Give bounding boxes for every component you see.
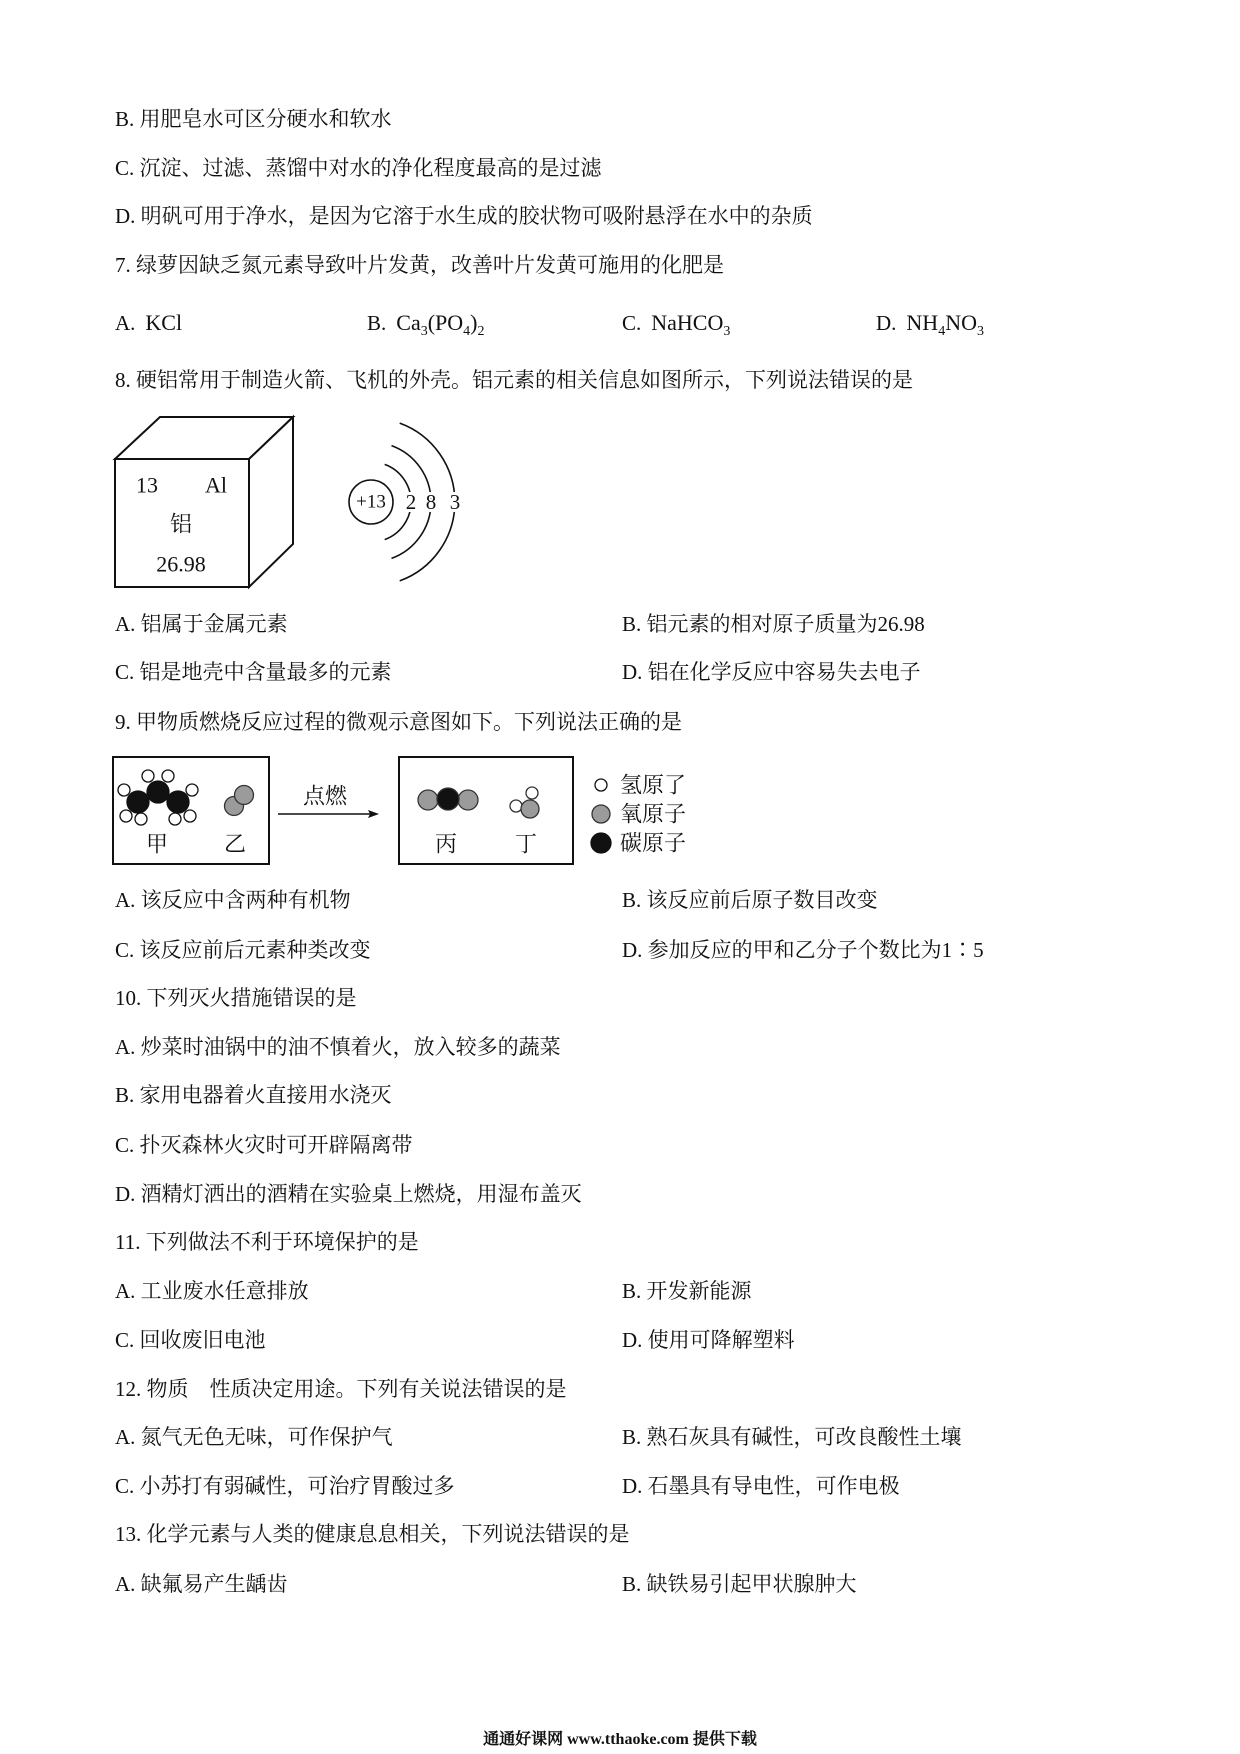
q9-option-b: B. 该反应前后原子数目改变 <box>622 888 878 912</box>
formula-part: KCl <box>145 310 183 335</box>
formula-part: ( <box>427 310 436 335</box>
legend-carbon-label: 碳原子 <box>620 830 687 856</box>
formula-subscript: 2 <box>477 324 485 339</box>
element-name: 铝 <box>169 511 193 537</box>
option-label: B. <box>367 311 387 335</box>
q6-option-d: D. 明矾可用于净水，是因为它溶于水生成的胶状物可吸附悬浮在水中的杂质 <box>115 204 813 228</box>
hydrogen-atom <box>162 770 174 782</box>
q6-option-c: C. 沉淀、过滤、蒸馏中对水的净化程度最高的是过滤 <box>115 156 602 180</box>
atomic-number: 13 <box>136 472 158 498</box>
q8-stem: 8. 硬铝常用于制造火箭、飞机的外壳。铝元素的相关信息如图所示，下列说法错误的是 <box>115 368 913 392</box>
carbon-atom <box>127 791 149 813</box>
hydrogen-legend-icon <box>595 779 607 791</box>
q6-option-b: B. 用肥皂水可区分硬水和软水 <box>115 107 392 131</box>
formula-part: Ca <box>396 310 421 335</box>
shell-electron-count-1: 2 <box>405 490 417 514</box>
q7-option-c <box>622 310 731 339</box>
q11-option-d: D. 使用可降解塑料 <box>622 1328 795 1352</box>
nucleus-charge: +13 <box>356 491 386 513</box>
molecule-bing <box>418 788 478 810</box>
option-label: A. <box>115 311 136 335</box>
q9-option-a: A. 该反应中含两种有机物 <box>115 888 351 912</box>
q9-stem: 9. 甲物质燃烧反应过程的微观示意图如下。下列说法正确的是 <box>115 710 682 734</box>
page-footer: 通通好课网 www.tthaoke.com 提供下载 <box>483 1731 757 1748</box>
q11-stem: 11. 下列做法不利于环境保护的是 <box>115 1230 419 1254</box>
q13-option-b: B. 缺铁易引起甲状腺肿大 <box>622 1572 857 1596</box>
q10-stem: 10. 下列灭火措施错误的是 <box>115 986 357 1010</box>
q7-stem: 7. 绿萝因缺乏氮元素导致叶片发黄，改善叶片发黄可施用的化肥是 <box>115 253 724 277</box>
hydrogen-atom <box>184 810 196 822</box>
formula-subscript: 4 <box>463 324 471 339</box>
q8-option-a: A. 铝属于金属元素 <box>115 612 288 636</box>
option-label: D. <box>876 311 897 335</box>
atom-structure-diagram <box>349 423 460 581</box>
hydrogen-atom <box>526 787 538 799</box>
formula-part: NH <box>906 310 939 335</box>
q11-option-a: A. 工业废水任意排放 <box>115 1279 309 1303</box>
hydrogen-atom <box>186 784 198 796</box>
reaction-micro-diagram <box>108 752 708 870</box>
oxygen-atom <box>235 786 254 805</box>
shell-electron-count-3: 3 <box>449 490 461 514</box>
q7-option-a <box>115 311 182 335</box>
formula-subscript: 4 <box>938 324 946 339</box>
formula-subscript: 3 <box>723 324 731 339</box>
q10-option-a: A. 炒菜时油锅中的油不慎着火，放入较多的蔬菜 <box>115 1035 561 1059</box>
q8-option-c: C. 铝是地壳中含量最多的元素 <box>115 660 392 684</box>
label-yi: 乙 <box>223 831 247 857</box>
formula-part: NO <box>945 310 977 335</box>
oxygen-atom <box>418 790 438 810</box>
hydrogen-atom <box>118 784 130 796</box>
legend-hydrogen-label: 氢原了 <box>620 772 687 798</box>
reaction-condition: 点燃 <box>302 783 348 809</box>
label-jia: 甲 <box>145 831 169 857</box>
carbon-atom <box>437 788 459 810</box>
q8-option-d: D. 铝在化学反应中容易失去电子 <box>622 660 921 684</box>
q7-option-b <box>367 310 485 339</box>
oxygen-atom <box>458 790 478 810</box>
formula-kcl <box>145 310 182 335</box>
hydrogen-atom <box>169 813 181 825</box>
atomic-mass: 26.98 <box>156 551 206 577</box>
element-symbol: Al <box>205 472 227 498</box>
oxygen-legend-icon <box>592 805 610 823</box>
formula-sodium-bicarbonate <box>651 310 731 339</box>
atom-legend <box>591 773 686 856</box>
q12-option-d: D. 石墨具有导电性，可作电极 <box>622 1474 900 1498</box>
formula-calcium-phosphate <box>396 310 485 339</box>
hydrogen-atom <box>142 770 154 782</box>
q12-stem: 12. 物质 性质决定用途。下列有关说法错误的是 <box>115 1377 567 1401</box>
q10-option-d: D. 酒精灯洒出的酒精在实验桌上燃烧，用湿布盖灭 <box>115 1182 582 1206</box>
carbon-atom <box>147 781 169 803</box>
q10-option-b: B. 家用电器着火直接用水浇灭 <box>115 1083 392 1107</box>
hydrogen-atom <box>510 800 522 812</box>
q11-option-c: C. 回收废旧电池 <box>115 1328 266 1352</box>
legend-oxygen-label: 氧原子 <box>620 801 687 827</box>
label-ding: 丁 <box>514 831 538 857</box>
formula-part: PO <box>435 310 464 335</box>
carbon-legend-icon <box>591 833 611 853</box>
oxygen-atom <box>521 800 539 818</box>
hydrogen-atom <box>135 813 147 825</box>
product-box <box>399 757 573 864</box>
formula-ammonium-nitrate <box>906 310 984 339</box>
formula-subscript: 3 <box>420 324 428 339</box>
aluminum-figure <box>110 410 470 595</box>
q7-option-d <box>876 310 984 339</box>
q13-option-a: A. 缺氟易产生龋齿 <box>115 1572 288 1596</box>
shell-electron-count-2: 8 <box>425 490 437 514</box>
carbon-atom <box>167 791 189 813</box>
q12-option-a: A. 氮气无色无味，可作保护气 <box>115 1425 393 1449</box>
q13-stem: 13. 化学元素与人类的健康息息相关，下列说法错误的是 <box>115 1522 630 1546</box>
q9-option-c: C. 该反应前后元素种类改变 <box>115 938 371 962</box>
hydrogen-atom <box>120 810 132 822</box>
option-label: C. <box>622 311 642 335</box>
formula-part: ) <box>470 310 478 335</box>
q9-option-d: D. 参加反应的甲和乙分子个数比为1∶5 <box>622 938 984 962</box>
label-bing: 丙 <box>434 831 458 857</box>
q8-option-b: B. 铝元素的相对原子质量为26.98 <box>622 612 925 636</box>
q12-option-c: C. 小苏打有弱碱性，可治疗胃酸过多 <box>115 1474 455 1498</box>
q10-option-c: C. 扑灭森林火灾时可开辟隔离带 <box>115 1133 413 1157</box>
q11-option-b: B. 开发新能源 <box>622 1279 752 1303</box>
formula-subscript: 3 <box>976 324 984 339</box>
formula-part: NaHCO <box>651 310 724 335</box>
q12-option-b: B. 熟石灰具有碱性，可改良酸性土壤 <box>622 1425 962 1449</box>
